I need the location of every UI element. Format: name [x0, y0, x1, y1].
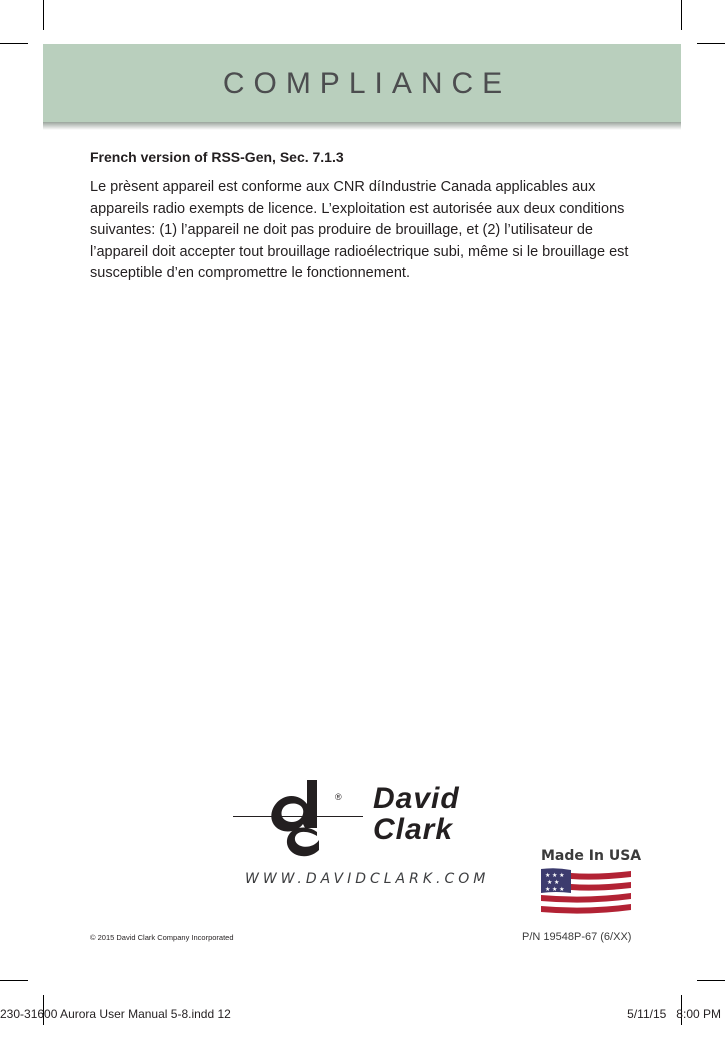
crop-mark	[43, 0, 44, 30]
section-heading: French version of RSS-Gen, Sec. 7.1.3	[90, 149, 344, 165]
page-title: COMPLIANCE	[222, 67, 512, 100]
copyright-text: © 2015 David Clark Company Incorporated	[90, 933, 234, 942]
website-url: WWW.DAVIDCLARK.COM	[245, 871, 490, 887]
crop-mark	[0, 43, 28, 44]
crop-mark	[0, 980, 28, 981]
crop-mark	[681, 0, 682, 30]
logo-word-clark: Clark	[373, 813, 454, 846]
dc-monogram-icon	[257, 774, 343, 858]
us-flag-icon	[541, 865, 631, 919]
svg-text:★ ★ ★: ★ ★ ★	[545, 873, 565, 879]
crop-mark	[697, 980, 725, 981]
david-clark-logo	[233, 770, 493, 860]
crop-mark	[697, 43, 725, 44]
svg-text:★ ★: ★ ★	[547, 880, 560, 886]
part-number: P/N 19548P-67 (6/XX)	[522, 931, 632, 943]
print-file-info: 230-31600 Aurora User Manual 5-8.indd 12	[0, 1007, 231, 1021]
logo-word-david: David	[373, 782, 460, 815]
made-in-usa-label: Made In USA	[541, 848, 642, 864]
print-date-time: 5/11/15 8:00 PM	[627, 1007, 721, 1021]
svg-text:★ ★ ★: ★ ★ ★	[545, 887, 565, 893]
registered-mark: ®	[335, 792, 342, 802]
section-body: Le prèsent appareil est conforme aux CNR díIndustrie Canada applicables aux appareils radio exempts de licence. L’exploitation est autorisée aux deux conditions suivantes: (1) l’appareil ne doit pas produire de brouillage, et (2) l’utilisateur de l’appareil doit accepter tout brouillage radioélectrique subi, même si le brouillage est susceptible d’en compromettre le fonctionnement.	[90, 179, 629, 281]
logo-wordmark	[373, 783, 460, 845]
header-shadow	[43, 122, 681, 130]
